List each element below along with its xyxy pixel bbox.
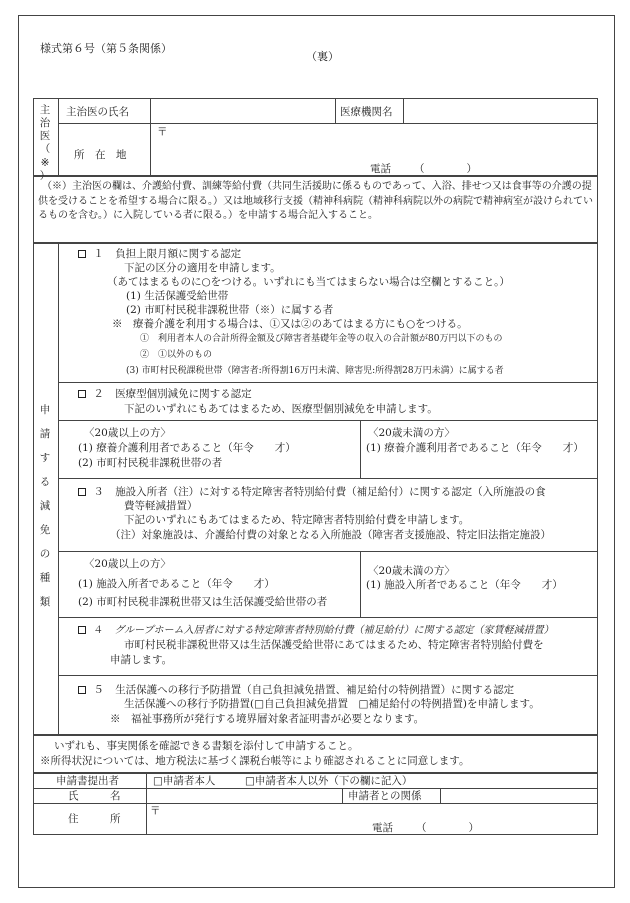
item5-line2: ※ 福祉事務所が発行する境界層対象者証明書が必要となります。 <box>110 713 425 725</box>
reduction-label-char: る <box>39 476 51 488</box>
relation-label: 申請者との関係 <box>348 790 422 802</box>
applicant-phone-field[interactable]: （ ） <box>416 822 479 834</box>
reduction-label-char: 免 <box>39 524 51 536</box>
form-number: 様式第６号（第５条関係） <box>40 42 172 55</box>
item1-option1[interactable]: (1) 生活保護受給世帯 <box>126 290 229 302</box>
doctor-label-char: （ <box>39 143 51 156</box>
attach-documents-note: いずれも、事実関係を確認できる書類を添付して申請すること。 <box>54 740 359 752</box>
item1-line1: 下記の区分の適用を申請します。 <box>124 262 281 274</box>
item4-line2: 申請します。 <box>110 654 173 666</box>
item2-number: ２ <box>93 388 104 400</box>
medical-institution-label: 医療機関名 <box>340 106 393 118</box>
item3-over20-cond1[interactable]: (1) 施設入所者であること（年令 才） <box>78 578 275 590</box>
item2-over20-cond1[interactable]: (1) 療養介護利用者であること（年令 才） <box>78 442 296 454</box>
applicant-address-label: 住 所 <box>68 813 121 825</box>
doctor-phone-label: 電話 <box>370 163 391 175</box>
item5-title: 生活保護への移行予防措置（自己負担減免措置、補足給付の特例措置）に関する認定 <box>115 684 515 696</box>
item3-over20-cond2: (2) 市町村民税非課税世帯又は生活保護受給世帯の者 <box>78 596 328 608</box>
item2-under20-heading: 〈20歳未満の方〉 <box>368 427 455 439</box>
item3-under20-cond1[interactable]: (1) 施設入所者であること（年令 才） <box>366 579 563 591</box>
item1-number: １ <box>93 248 104 260</box>
doctor-label-char: 医 <box>39 130 51 143</box>
item1-option3[interactable]: (3) 市町村民税課税世帯（障害者:所得割16万円未満、障害児:所得割28万円未満）に属する者 <box>126 366 504 376</box>
applicant-postal-mark: 〒 <box>150 805 161 817</box>
applicant-phone-label: 電話 <box>372 822 393 834</box>
doctor-label-char: ） <box>39 169 51 182</box>
item3-title: 施設入所者（注）に対する特定障害者特別給付費（補足給付）に関する認定（入所施設の食 <box>115 486 546 498</box>
item4-line1: 市町村民税非課税世帯又は生活保護受給世帯にあてはまるため、特定障害者特別給付費を <box>124 639 544 651</box>
submitter-other-option[interactable]: □申請者本人以外（下の欄に記入） <box>245 775 413 787</box>
doctor-label-char: 治 <box>39 117 51 130</box>
item2-line1: 下記のいずれにもあてはまるため、医療型個別減免を申請します。 <box>124 403 438 415</box>
item2-title: 医療型個別減免に関する認定 <box>115 388 252 400</box>
form-sheet-border <box>18 15 615 888</box>
item2-under20-cond1[interactable]: (1) 療養介護利用者であること（年令 才） <box>366 442 584 454</box>
item3-under20-heading: 〈20歳未満の方〉 <box>368 565 455 577</box>
reduction-label-char: 類 <box>39 596 51 608</box>
item1-title: 負担上限月額に関する認定 <box>115 248 242 260</box>
item2-over20-cond2: (2) 市町村民税非課税世帯の者 <box>78 457 223 469</box>
reduction-label-char: 種 <box>39 572 51 584</box>
item4-title: グループホーム入居者に対する特定障害者特別給付費（補足給付）に関する認定（家賃軽減措置） <box>114 625 554 636</box>
item3-number: ３ <box>93 486 104 498</box>
doctor-address-label: 所 在 地 <box>74 149 127 161</box>
item2-over20-heading: 〈20歳以上の方〉 <box>84 427 171 439</box>
item1-suboption2[interactable]: ② ①以外のもの <box>140 350 213 360</box>
income-consent-note: ※所得状況については、地方税法に基づく課税台帳等により確認されることに同意します。 <box>40 755 470 767</box>
item3-title-cont: 費等軽減措置） <box>124 500 198 512</box>
item1-note: ※ 療養介護を利用する場合は、①又は②のあてはまる方にも○をつける。 <box>112 318 468 330</box>
item1-suboption1[interactable]: ① 利用者本人の合計所得金額及び障害者基礎年金等の収入の合計額が80万円以下のもの <box>140 334 503 344</box>
item3-over20-heading: 〈20歳以上の方〉 <box>84 558 171 570</box>
reduction-label-char: す <box>39 452 51 464</box>
doctor-label-char: 主 <box>39 104 51 116</box>
submitter-self-option[interactable]: □申請者本人 <box>153 775 216 787</box>
reduction-label-char: 申 <box>39 404 51 416</box>
item5-number: ５ <box>93 684 104 696</box>
item1-line2: （あてはまるものに○をつける。いずれにも当てはまらない場合は空欄とすること。） <box>107 276 510 288</box>
item4-number: ４ <box>93 625 104 636</box>
reduction-label-char: の <box>39 548 51 560</box>
doctor-phone-field[interactable]: （ ） <box>414 163 477 175</box>
submitter-label: 申請書提出者 <box>56 775 119 787</box>
item3-line2: （注）対象施設は、介護給付費の対象となる入所施設（障害者支援施設、特定旧法指定施設） <box>110 529 551 541</box>
item1-option2[interactable]: (2) 市町村民税非課税世帯（※）に属する者 <box>126 304 334 316</box>
doctor-note: （※）主治医の欄は、介護給付費、訓練等給付費（共同生活援助に係るものであって、入浴、排せつ又は食事等の介護の提供を受けることを希望する場合に限る。）又は地域移行支援（精神科病院（精神科病院以外の病院で精神病室が設けられているものを含む。）に入院している者に限る。）を申請する場合記入すること。 <box>38 181 593 221</box>
item3-line1: 下記のいずれにもあてはまるため、特定障害者特別給付費を申請します。 <box>124 514 470 526</box>
reduction-label-char: 請 <box>39 428 51 440</box>
applicant-name-label: 氏 名 <box>68 790 121 802</box>
doctor-name-label: 主治医の氏名 <box>66 106 129 118</box>
item5-line1: 生活保護への移行予防措置(□自己負担減免措置 □補足給付の特例措置)を申請します。 <box>124 698 540 710</box>
page-side-label: （裏） <box>306 50 339 63</box>
postal-mark: 〒 <box>157 126 168 138</box>
doctor-label-char: ※ <box>40 156 50 169</box>
reduction-label-char: 減 <box>39 500 51 512</box>
